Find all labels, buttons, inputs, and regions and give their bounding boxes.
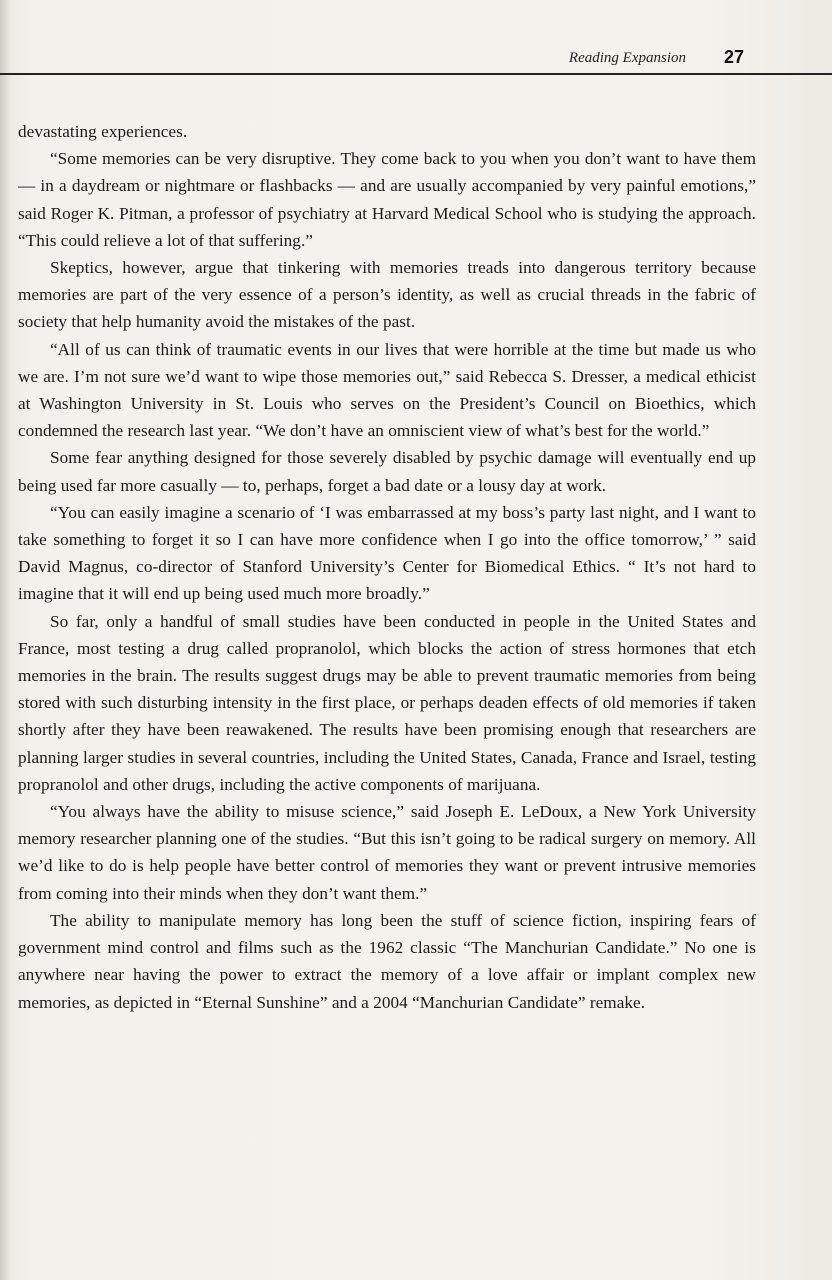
- paragraph: Skeptics, however, argue that tinkering with memories treads into dangerous territory because memories are part of the very essence of a person’s identity, as well as crucial threads in the fabric of society that help humanity avoid the mistakes of the past.: [18, 258, 756, 332]
- binding-shadow: [0, 0, 10, 1280]
- header-rule: [0, 73, 832, 75]
- paragraph: So far, only a handful of small studies have been conducted in people in the United States and France, most testing a drug called propranolol, which blocks the action of stress hormones that etch memories in the brain. The results suggest drugs may be able to prevent traumatic memories from being stored with such disturbing intensity in the first place, or perhaps deaden effects of old memories if taken shortly after they have been reawakened. The results have been promising enough that researchers are planning larger studies in several countries, including the United States, Canada, France and Israel, testing propranolol and other drugs, including the active components of marijuana.: [18, 611, 756, 794]
- paragraph: Some fear anything designed for those severely disabled by psychic damage will eventually end up being used far more casually — to, perhaps, forget a bad date or a lousy day at work.: [18, 448, 756, 495]
- paragraph: The ability to manipulate memory has long been the stuff of science fiction, inspiring fears of government mind control and films such as the 1962 classic “The Manchurian Candidate.” No one is anywhere near having the power to extract the memory of a love affair or implant complex new memories, as depicted in “Eternal Sunshine” and a 2004 “Manchurian Candidate” remake.: [18, 910, 756, 1012]
- page-header: [0, 0, 832, 76]
- page-number: 27: [723, 47, 744, 67]
- paragraph: devastating experiences.: [18, 122, 188, 141]
- paragraph: “Some memories can be very disruptive. They come back to you when you don’t want to have them — in a daydream or nightmare or flashbacks — and are usually accompanied by very painful emotions,” said Roger K. Pitman, a professor of psychiatry at Harvard Medical School who is studying the approach. “This could relieve a lot of that suffering.”: [18, 149, 756, 250]
- paragraph: “All of us can think of traumatic events in our lives that were horrible at the time but made us who we are. I’m not sure we’d want to wipe those memories out,” said Rebecca S. Dresser, a medical ethicist at Washington University in St. Louis who serves on the President’s Council on Bioethics, which condemned the research last year. “We don’t have an omniscient view of what’s best for the world.”: [18, 339, 756, 441]
- running-title: Reading Expansion: [568, 50, 686, 66]
- paragraph: “You can easily imagine a scenario of ‘I was embarrassed at my boss’s party last night, and I want to take something to forget it so I can have more confidence when I go into the office tomorrow,’ ” said David Magnus, co-director of Stanford University’s Center for Biomedical Ethics. “ It’s not hard to imagine that it will end up being used much more broadly.”: [18, 502, 756, 604]
- paragraph: “You always have the ability to misuse science,” said Joseph E. LeDoux, a New York University memory researcher planning one of the studies. “But this isn’t going to be radical surgery on memory. All we’d like to do is help people have better control of memories they want or prevent intrusive memories from coming into their minds when they don’t want them.”: [18, 802, 756, 903]
- body-text: [18, 118, 756, 1016]
